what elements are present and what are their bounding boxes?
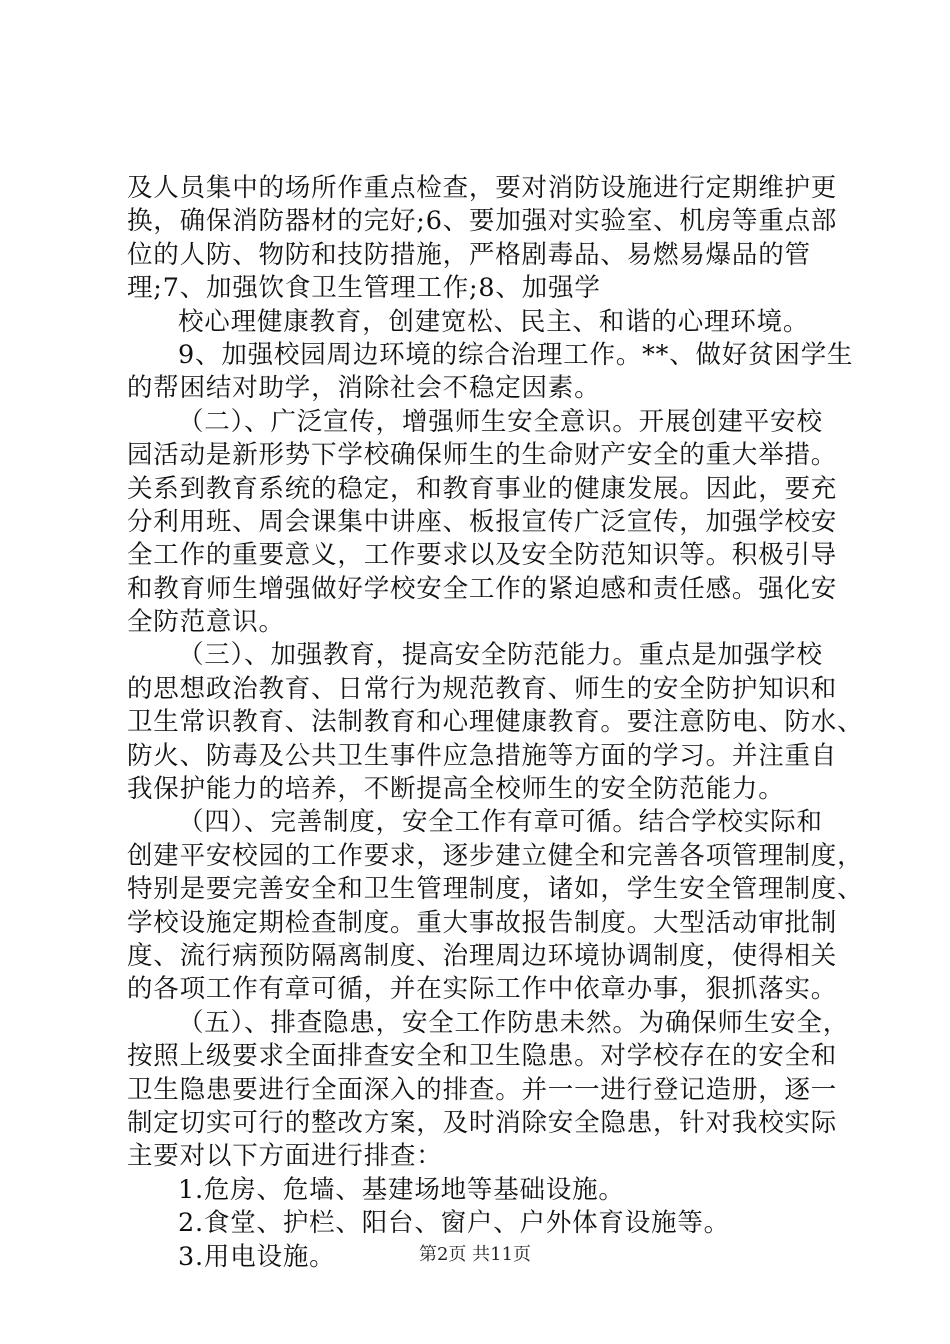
page-footer: 第2页 共11页 [418,1244,532,1265]
text-line: 创建平安校园的工作要求，逐步建立健全和完善各项管理制度， [127,840,864,871]
text-line: 防火、防毒及公共卫生事件应急措施等方面的学习。并注重自 [127,740,838,771]
text-line: 及人员集中的场所作重点检查，要对消防设施进行定期维护更 [127,173,838,203]
text-line: （四）、完善制度，安全工作有章可循。结合学校实际和 [178,807,823,838]
text-line: 度、流行病预防隔离制度、治理周边环境协调制度，使得相关 [127,940,838,971]
text-line: 制定切实可行的整改方案，及时消除安全隐患，针对我校实际 [127,1107,838,1138]
text-line: 卫生常识教育、法制教育和心理健康教育。要注意防电、防水、 [127,707,864,738]
text-line: 关系到教育系统的稳定，和教育事业的健康发展。因此，要充 [127,473,838,504]
text-line: 理;7、加强饮食卫生管理工作;8、加强学 [127,273,601,304]
text-line: （三）、加强教育，提高安全防范能力。重点是加强学校 [178,640,823,671]
document-body [127,172,864,1274]
text-line: 的帮困结对助学，消除社会不稳定因素。 [127,373,601,404]
text-line: 2.食堂、护栏、阳台、窗户、户外体育设施等。 [178,1208,730,1239]
text-line: 全防范意识。 [127,607,285,638]
text-line: （五）、排查隐患，安全工作防患未然。为确保师生安全， [178,1007,850,1038]
text-line: （二）、广泛宣传，增强师生安全意识。开展创建平安校 [178,406,823,437]
text-line: 分利用班、周会课集中讲座、板报宣传广泛宣传，加强学校安 [127,506,838,537]
text-line: 位的人防、物防和技防措施，严格剧毒品、易燃易爆品的管 [127,239,811,270]
text-line: 换，确保消防器材的完好;6、要加强对实验室、机房等重点部 [127,206,838,237]
text-line: 校心理健康教育，创建宽松、民主、和谐的心理环境。 [178,306,810,337]
text-line: 3.用电设施。 [178,1241,336,1272]
text-line: 学校设施定期检查制度。重大事故报告制度。大型活动审批制 [127,907,838,938]
text-line: 和教育师生增强做好学校安全工作的紧迫感和责任感。强化安 [127,573,838,604]
text-line: 园活动是新形势下学校确保师生的生命财产安全的重大举措。 [127,440,838,471]
text-line: 我保护能力的培养，不断提高全校师生的安全防范能力。 [127,774,785,805]
text-line: 按照上级要求全面排查安全和卫生隐患。对学校存在的安全和 [127,1041,838,1072]
text-line: 1.危房、危墙、基建场地等基础设施。 [178,1174,625,1205]
text-line: 特别是要完善安全和卫生管理制度，诸如，学生安全管理制度、 [127,874,864,905]
text-line: 卫生隐患要进行全面深入的排查。并一一进行登记造册，逐一 [127,1074,838,1105]
text-line: 主要对以下方面进行排查： [127,1141,443,1172]
text-line: 的各项工作有章可循，并在实际工作中依章办事，狠抓落实。 [127,974,838,1005]
text-line: 全工作的重要意义，工作要求以及安全防范知识等。积极引导 [127,540,838,571]
text-line: 9、加强校园周边环境的综合治理工作。**、做好贫困学生 [178,339,854,370]
text-line: 的思想政治教育、日常行为规范教育、师生的安全防护知识和 [127,673,838,704]
